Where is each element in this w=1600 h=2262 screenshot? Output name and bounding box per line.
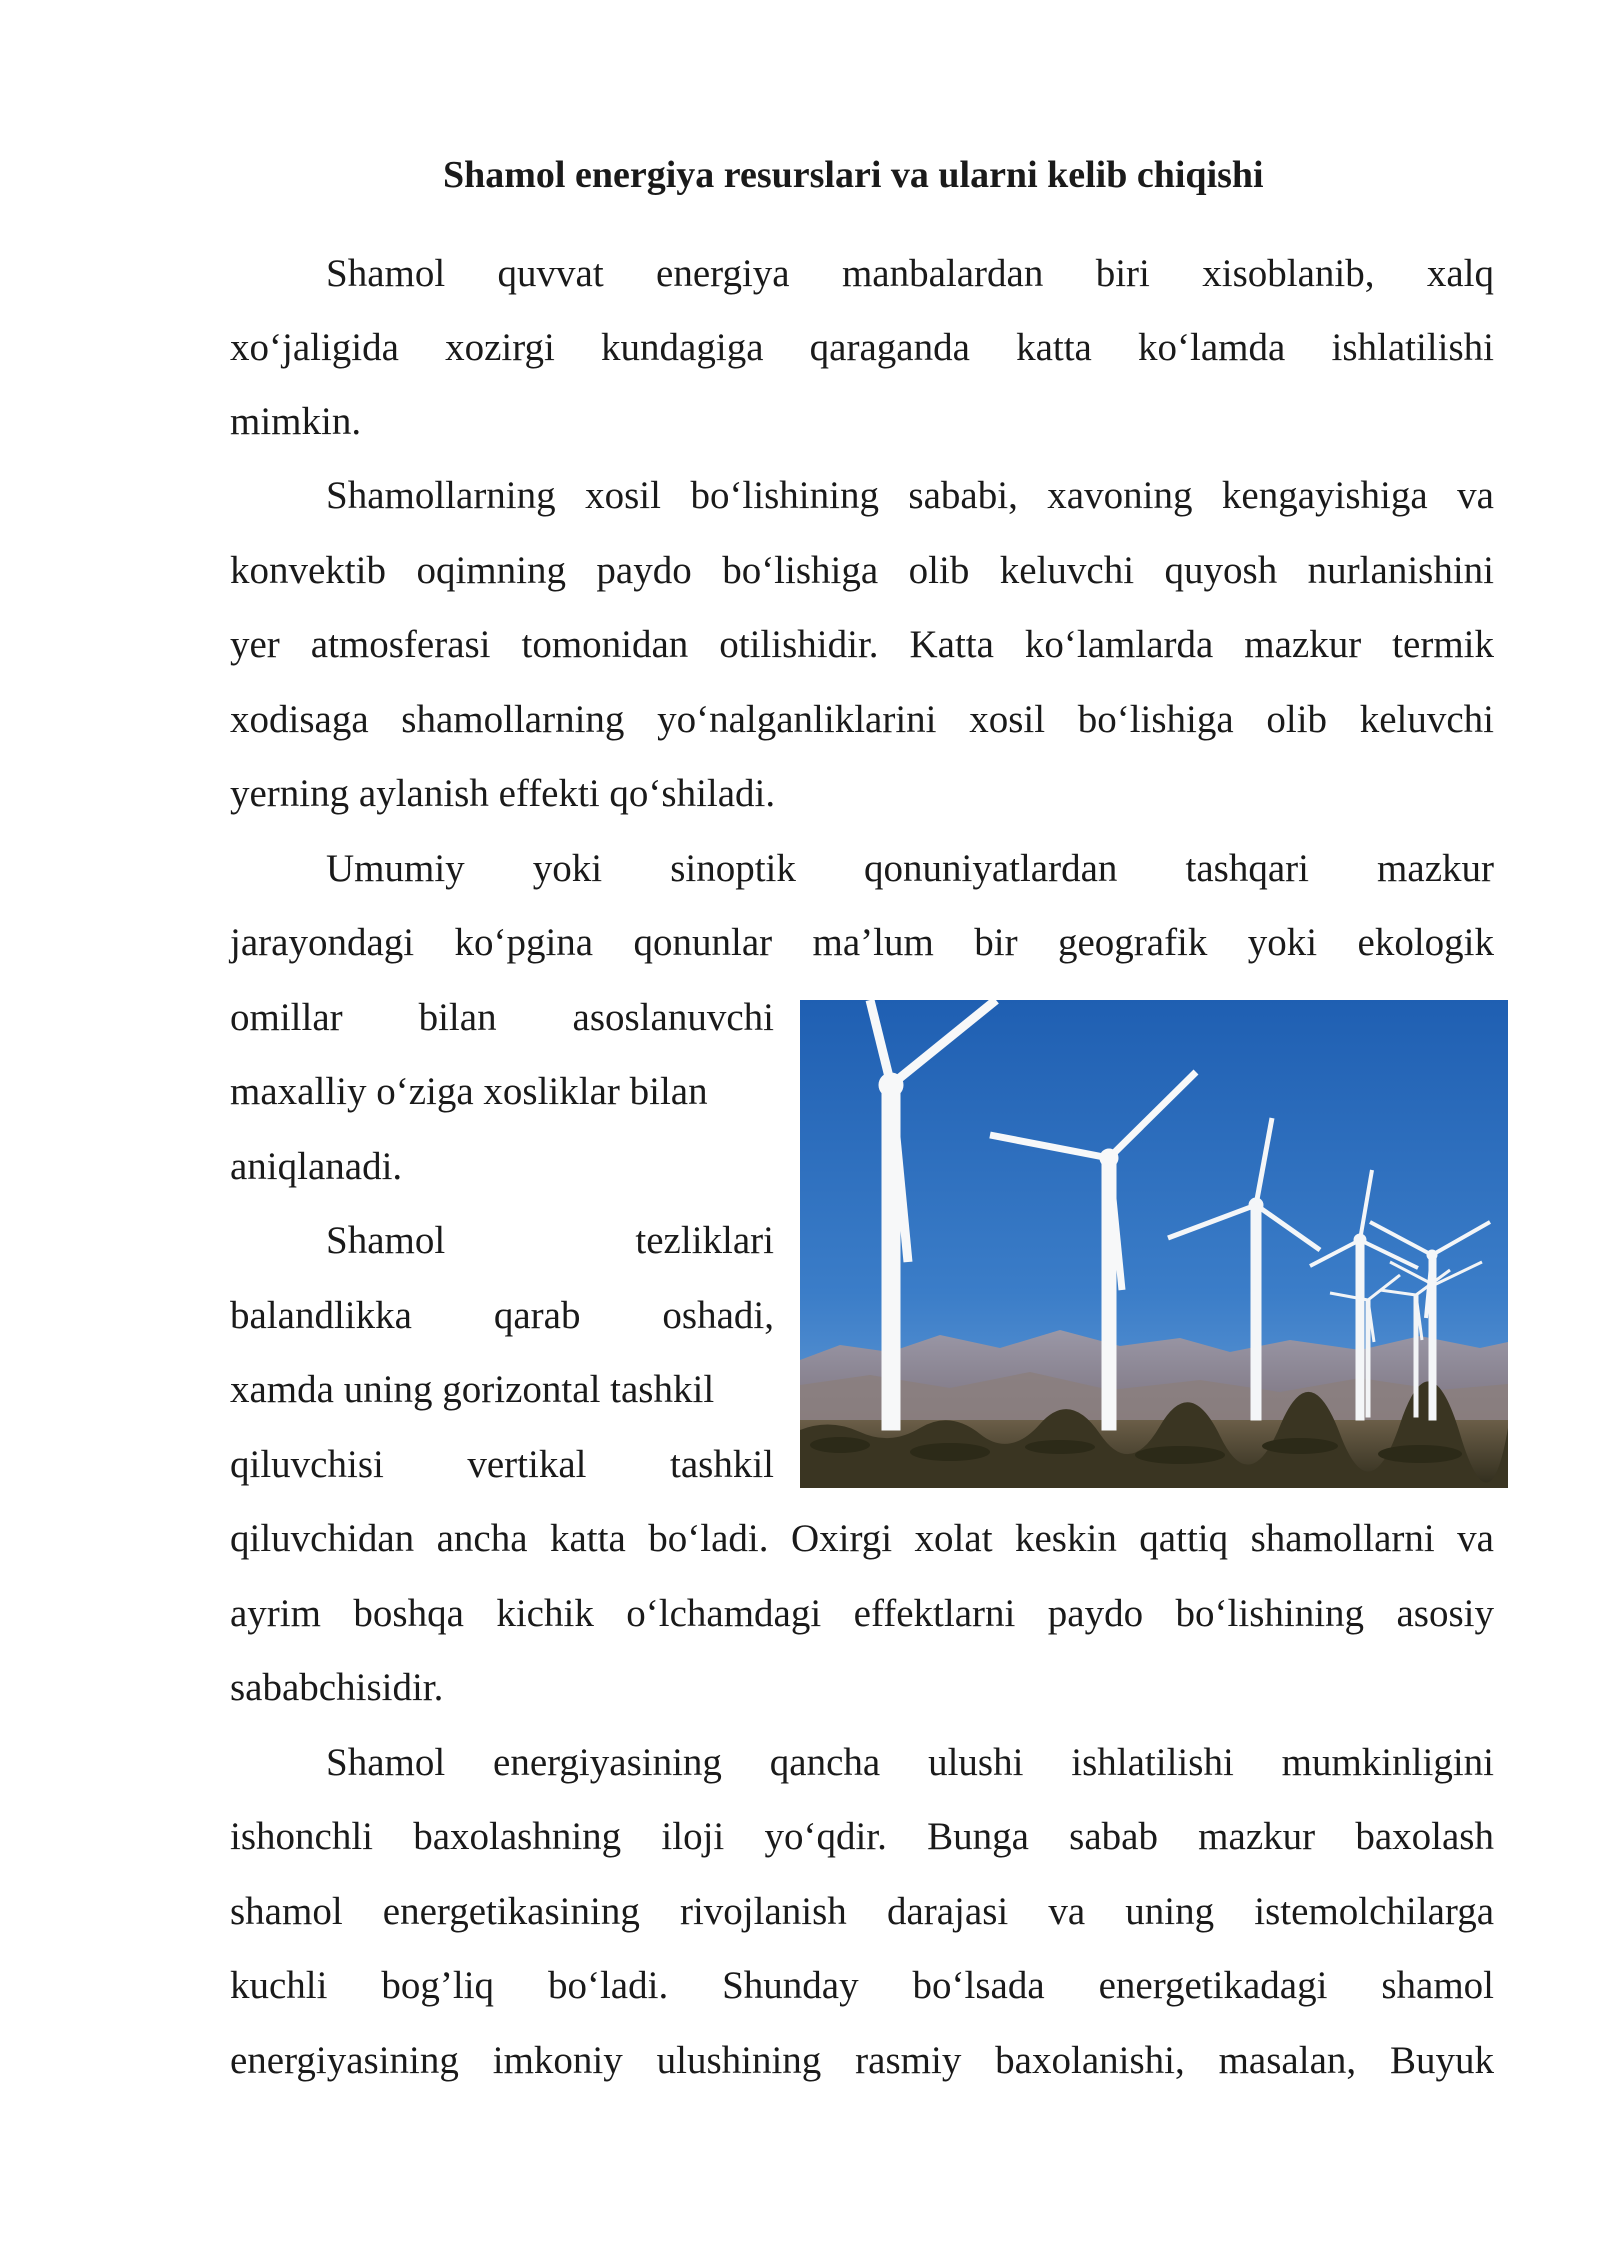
text-line: shamol energetikasining rivojlanish darajasi va uning istemolchilarga bbox=[230, 1890, 1494, 1933]
text-line: qiluvchisi vertikal tashkil bbox=[230, 1443, 774, 1486]
text-line: omillar bilan asoslanuvchi bbox=[230, 996, 774, 1039]
text-line: konvektib oqimning paydo bo‘lishiga olib keluvchi quyosh nurlanishini bbox=[230, 549, 1494, 592]
text-line: xo‘jaligida xozirgi kundagiga qaraganda katta ko‘lamda ishlatilishi bbox=[230, 326, 1494, 369]
document-title: Shamol energiya resurslari va ularni kelib chiqishi bbox=[443, 154, 1264, 196]
text-line: Shamol energiyasining qancha ulushi ishlatilishi mumkinligini bbox=[326, 1741, 1494, 1784]
text-line: balandlikka qarab oshadi, bbox=[230, 1294, 774, 1337]
text-line: jarayondagi ko‘pgina qonunlar ma’lum bir geografik yoki ekologik bbox=[230, 921, 1494, 964]
text-line: yerning aylanish effekti qo‘shiladi. bbox=[230, 772, 776, 815]
text-line: Umumiy yoki sinoptik qonuniyatlardan tashqari mazkur bbox=[326, 847, 1494, 890]
text-line: sababchisidir. bbox=[230, 1666, 444, 1709]
text-line: yer atmosferasi tomonidan otilishidir. Katta ko‘lamlarda mazkur termik bbox=[230, 623, 1494, 666]
text-line: maxalliy o‘ziga xosliklar bilan bbox=[230, 1070, 708, 1113]
text-line: xodisaga shamollarning yo‘nalganliklarini xosil bo‘lishiga olib keluvchi bbox=[230, 698, 1494, 741]
text-line: ishonchli baxolashning iloji yo‘qdir. Bunga sabab mazkur baxolash bbox=[230, 1815, 1494, 1858]
text-line: xamda uning gorizontal tashkil bbox=[230, 1368, 715, 1411]
text-line: kuchli bog’liq bo‘ladi. Shunday bo‘lsada energetikadagi shamol bbox=[230, 1964, 1494, 2007]
text-line: Shamol quvvat energiya manbalardan biri xisoblanib, xalq bbox=[326, 252, 1494, 295]
text-line: Shamol tezliklari bbox=[326, 1219, 774, 1262]
text-line: aniqlanadi. bbox=[230, 1145, 403, 1188]
text-line: energiyasining imkoniy ulushining rasmiy baxolanishi, masalan, Buyuk bbox=[230, 2039, 1494, 2082]
text-line: qiluvchidan ancha katta bo‘ladi. Oxirgi xolat keskin qattiq shamollarni va bbox=[230, 1517, 1494, 1560]
text-line: Shamollarning xosil bo‘lishining sababi, xavoning kengayishiga va bbox=[326, 474, 1494, 517]
text-line: mimkin. bbox=[230, 400, 362, 443]
text-line: ayrim boshqa kichik o‘lchamdagi effektlarni paydo bo‘lishining asosiy bbox=[230, 1592, 1494, 1635]
wind-turbines-photo bbox=[800, 1000, 1508, 1488]
